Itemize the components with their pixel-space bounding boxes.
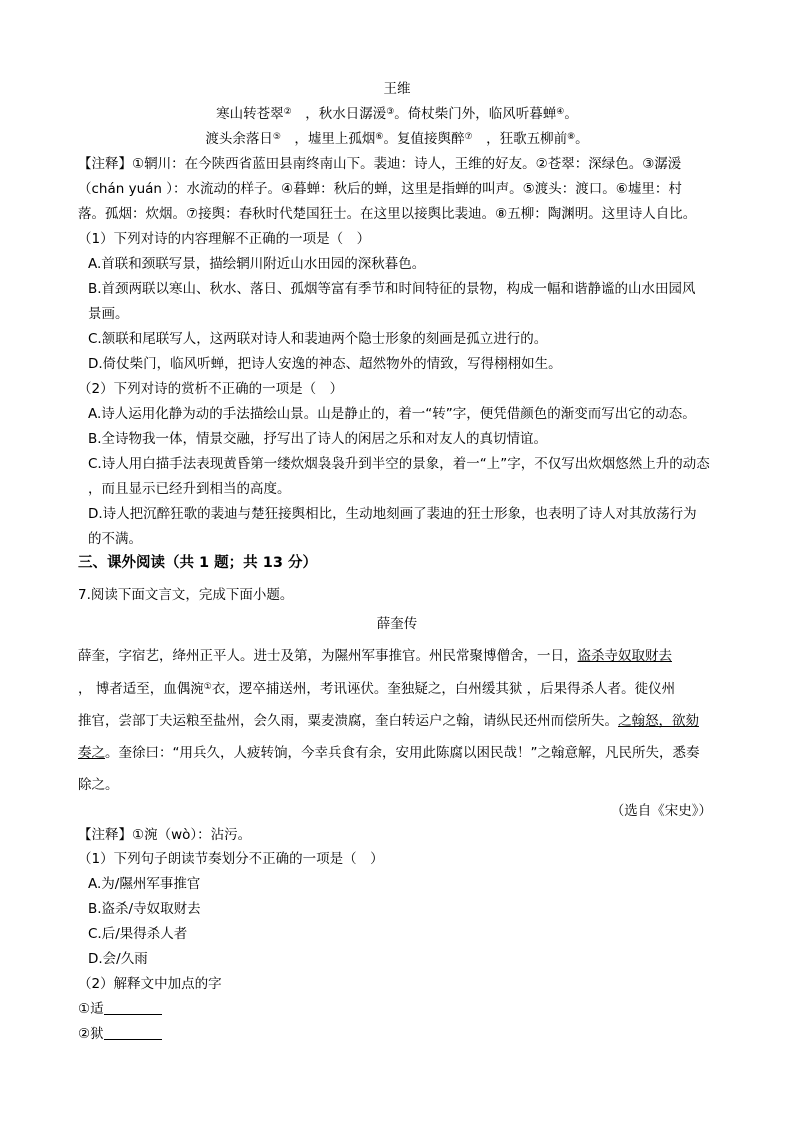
question-7-1-option-b: B.盗杀/寺奴取财去 bbox=[88, 901, 201, 917]
question-1-option-a: A.首联和颈联写景，描绘辋川附近山水田园的深秋暮色。 bbox=[88, 256, 426, 272]
underlined-phrase-2: 之翰怒，欲劾 bbox=[618, 713, 699, 729]
poem-author-text: 王维 bbox=[383, 81, 411, 97]
question-7-1-stem: （1）下列句子朗读节奏划分不正确的一项是（ ） bbox=[78, 851, 384, 867]
question-2-stem: （2）下列对诗的赏析不正确的一项是（ ） bbox=[78, 381, 344, 397]
passage-line-2: ， 博者适至，血偶涴①衣，逻卒捕送州，考讯诬伏。奎独疑之，白州缓其狱 ，后果得杀人者。徙仪州 bbox=[78, 681, 676, 697]
question-1-option-d: D.倚仗柴门，临风听蝉，把诗人安逸的神态、超然物外的情致，写得栩栩如生。 bbox=[88, 356, 562, 372]
poem-line-2: 渡头余落日⑤ ，墟里上孤烟⑥。复值接舆醉⑦ ，狂歌五柳前⑧。 bbox=[205, 131, 589, 147]
passage-source: （选自《宋史》） bbox=[610, 803, 712, 819]
question-1-option-c: C.颔联和尾联写人，这两联对诗人和裴迪两个隐士形象的刻画是孤立进行的。 bbox=[88, 331, 548, 347]
poem-note-1: 【注释】①辋川：在今陕西省蓝田县南终南山下。裴迪：诗人，王维的好友。②苍翠：深绿色。③潺湲 bbox=[78, 156, 682, 172]
poem-author bbox=[0, 78, 794, 100]
passage-line-5: 除之。 bbox=[78, 777, 119, 793]
question-7-intro: 7.阅读下面文言文，完成下面小题。 bbox=[78, 587, 294, 603]
answer-item-1: ①适 bbox=[78, 998, 162, 1020]
question-2-option-d-cont: 的不满。 bbox=[88, 531, 142, 547]
passage-note: 【注释】①涴（wò）：沾污。 bbox=[78, 827, 252, 843]
question-7-1-option-a: A.为/隰州军事推官 bbox=[88, 876, 201, 892]
passage-line-1: 薛奎，字宿艺，绛州正平人。进士及第，为隰州军事推官。州民常聚博僧舍，一日，盗杀寺奴取财去 bbox=[78, 648, 672, 664]
question-2-option-c-cont: ，而且显示已经升到相当的高度。 bbox=[88, 481, 291, 497]
passage-line-4: 奏之。奎徐曰：“用兵久，人疲转饷，今幸兵食有余，安用此陈腐以困民哉！”之翰意解，凡民所失，悉奏 bbox=[78, 745, 700, 761]
question-2-option-c: C.诗人用白描手法表现黄昏第一缕炊烟袅袅升到半空的景象，着一“上”字，不仅写出炊烟悠然上升的动态 bbox=[88, 456, 710, 472]
passage-title: 薛奎传 bbox=[376, 616, 418, 632]
question-7-1-option-c: C.后/果得杀人者 bbox=[88, 926, 188, 942]
question-7-1-option-d: D.会/久雨 bbox=[88, 951, 148, 967]
answer-blank-1[interactable] bbox=[104, 1000, 162, 1015]
answer-blank-2[interactable] bbox=[104, 1025, 162, 1040]
poem-line-1: 寒山转苍翠② ，秋水日潺湲③。倚杖柴门外，临风听暮蝉④。 bbox=[216, 106, 578, 122]
question-2-option-d: D.诗人把沉醉狂歌的裴迪与楚狂接舆相比，生动地刻画了裴迪的狂士形象，也表明了诗人对其放荡行为 bbox=[88, 506, 697, 522]
question-7-2-stem: （2）解释文中加点的字 bbox=[78, 976, 222, 992]
passage-line-3: 推官，尝部丁夫运粮至盐州，会久雨，粟麦溃腐，奎白转运户之翰，请纵民还州而偿所失。之翰怒，欲劾 bbox=[78, 713, 699, 729]
underlined-phrase-1: 盗杀寺奴取财去 bbox=[577, 648, 672, 664]
question-2-option-b: B.全诗物我一体，情景交融，抒写出了诗人的闲居之乐和对友人的真切情谊。 bbox=[88, 431, 548, 447]
underlined-phrase-3: 奏之 bbox=[78, 745, 105, 761]
question-1-stem: （1）下列对诗的内容理解不正确的一项是（ ） bbox=[78, 231, 371, 247]
section-heading: 三、课外阅读（共 1 题；共 13 分） bbox=[78, 555, 317, 571]
poem-note-3: 落。孤烟：炊烟。⑦接舆：春秋时代楚国狂士。在这里以接舆比裴迪。⑧五柳：陶渊明。这里诗人自比。 bbox=[78, 206, 697, 222]
answer-item-2: ②狱 bbox=[78, 1023, 162, 1045]
poem-note-2: （chán yuán ）：水流动的样子。④暮蝉：秋后的蝉，这里是指蝉的叫声。⑤渡头：渡口。⑥墟里：村 bbox=[78, 181, 682, 197]
question-1-option-b: B.首颈两联以寒山、秋水、落日、孤烟等富有季节和时间特征的景物，构成一幅和谐静谧的山水田园风 bbox=[88, 281, 696, 297]
question-1-option-b-cont: 景画。 bbox=[88, 306, 129, 322]
question-2-option-a: A.诗人运用化静为动的手法描绘山景。山是静止的，着一“转”字，便凭借颜色的渐变而写出它的动态。 bbox=[88, 406, 696, 422]
